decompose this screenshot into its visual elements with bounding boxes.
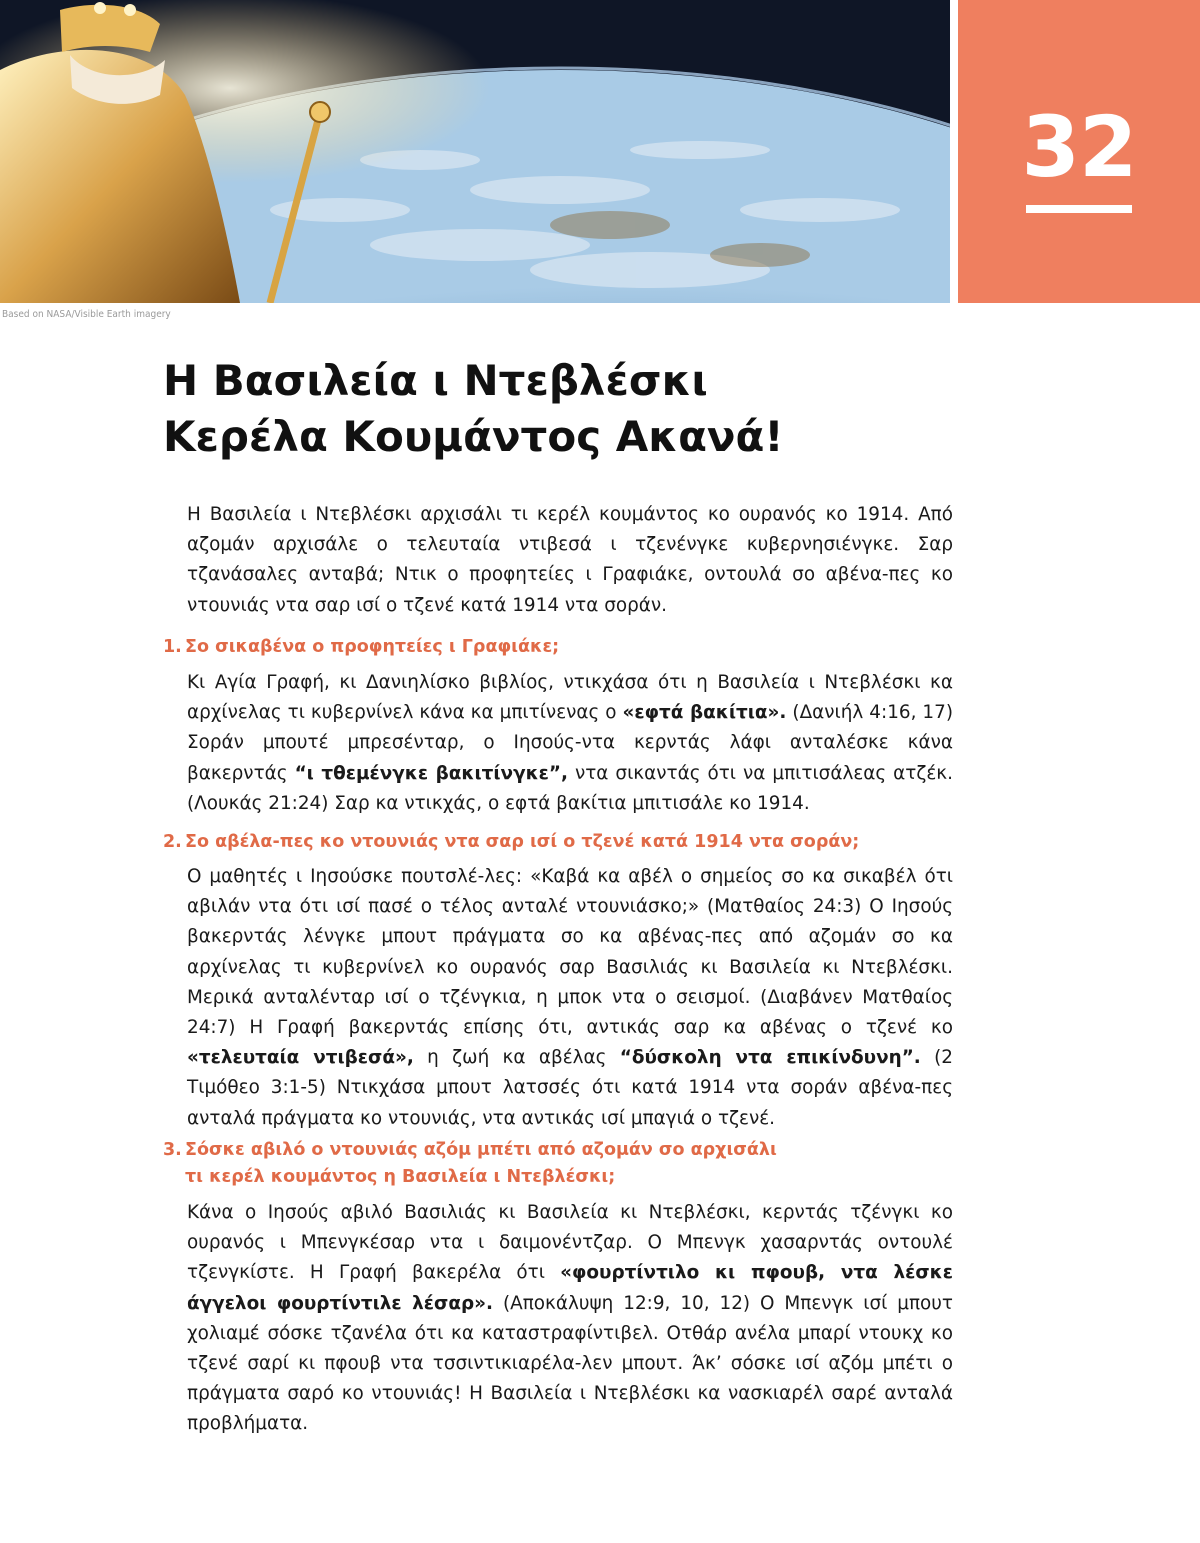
question-2 [163,829,963,856]
answer-1-text-c: ντα σικαντάς ότι να μπιτισάλεας ατζέκ. (Λουκάς 21:24) Σαρ κα ντικχάς, ο εφτά βακίτια μπιτισάλε κο 1914. [187,762,953,814]
answer-2-text-a: Ο μαθητές ι Ιησούσκε πουτσλέ-λες: «Καβά κα αβέλ ο σημείος σο κα σικαβέλ ότι αβιλάν ντα ότι ισί πασέ ο τέλος ανταλέ ντουνιάσκο;» (Ματθαίος 24:3) Ο Ιησούς βακερντάς λένγκε μπουτ πράγματα σο κα αβένας-πες από αζομάν σο κα αρχίνελας τι κυβερνίνελ κο ουρανός σαρ Βασιλιάς κι Βασιλεία κι Ντεβλέσκι. Μερικά ανταλένταρ ισί ο τζένγκια, η μποκ ντα ο σεισμοί. (Διαβάνεν Ματθαίος 24:7) Η Γραφή βακερντάς επίσης ότι, αντικάς σαρ κα αβένας ο τζενέ κο [187,866,953,1039]
image-credit: Based on NASA/Visible Earth imagery [2,309,171,320]
answer-3-emphasis-a: «φουρτίντιλο κι πφουβ, ντα λέσκε άγγελοι φουρτίντιλε λέσαρ». [187,1262,953,1314]
question-3-number: 3. [163,1140,182,1160]
question-3-text-line-2: τι κερέλ κουμάντος η Βασιλεία ι Ντεβλέσκι; [185,1167,616,1187]
answer-1-text-b: (Δανιήλ 4:16, 17) Σοράν μπουτέ μπρεσένταρ, ο Ιησούς-ντα κερντάς λάφι ανταλέσκε κάνα βακερντάς [187,702,953,784]
chapter-number: 32 [1021,98,1137,196]
intro-paragraph: Η Βασιλεία ι Ντεβλέσκι αρχισάλι τι κερέλ κουμάντος κο ουρανός κο 1914. Από αζομάν αρχισάλε ο τελευταία ντιβεσά ι τζενένγκε κυβερνησιένγκε. Σαρ τζανάσαλες ανταβά; Ντικ ο προφητείες ι Γραφιάκε, οντουλά σο αβένα-πες κο ντουνιάς ντα σαρ ισί ο τζενέ κατά 1914 ντα σοράν. [187,504,953,616]
answer-2-emphasis-b: “δύσκολη ντα επικίνδυνη”. [619,1047,921,1069]
chapter-underline [1026,205,1132,213]
answer-2 [187,862,953,1134]
answer-1 [187,668,953,819]
question-2-number: 2. [163,832,182,852]
answer-1-emphasis-b: “ι τθεμένγκε βακιτίνγκε”, [294,762,568,784]
question-1-number: 1. [163,637,182,657]
chapter-badge [958,0,1200,303]
answer-1-emphasis-a: «εφτά βακίτια». [622,702,787,724]
answer-2-text-c: (2 Τιμόθεο 3:1-5) Ντικχάσα μπουτ λατσσές ότι κατά 1914 ντα σοράν αβένα-πες ανταλά πράγματα κο ντουνιάς, ντα αντικάς ισί μπαγιά ο τζενέ. [187,1047,953,1129]
question-2-text: Σο αβέλα-πες κο ντουνιάς ντα σαρ ισί ο τζενέ κατά 1914 ντα σοράν; [185,832,860,852]
answer-3-text-a: Κάνα ο Ιησούς αβιλό Βασιλιάς κι Βασιλεία κι Ντεβλέσκι, κερντάς τζένγκι κο ουρανός ι Μπενγκέσαρ ντα ι δαιμονέντζαρ. Ο Μπενγκ χασαρντάς οντουλέ τζενγκίστε. Η Γραφή βακερέλα ότι [187,1202,953,1284]
question-1-text: Σο σικαβένα ο προφητείες ι Γραφιάκε; [185,637,560,657]
answer-3 [187,1198,953,1440]
answer-2-emphasis-a: «τελευταία ντιβεσά», [187,1047,414,1069]
answer-1-text-a: Κι Αγία Γραφή, κι Δανιηλίσκο βιβλίος, ντικχάσα ότι η Βασιλεία ι Ντεβλέσκι κα αρχίνελας τι κυβερνίνελ κάνα κα μπιτίνενας ο [187,672,953,724]
answer-2-text-b: η ζωή κα αβέλας [413,1047,620,1069]
hero-illustration [0,0,950,303]
answer-3-text-b: (Αποκάλυψη 12:9, 10, 12) Ο Μπενγκ ισί μπουτ χολιαμέ σόσκε τζανέλα ότι κα καταστραφίντιβελ. Οτθάρ ανέλα μπαρί ντουκχ κο τζενέ σαρί κι πφουβ ντα τσσιντικιαρέλα-λεν μπουτ. Άκ’ σόσκε ισί αζόμ μπέτι ο πράγματα σαρό κο ντουνιάς! Η Βασιλεία ι Ντεβλέσκι κα νασκιαρέλ σαρέ ανταλά προβλήματα. [187,1292,954,1435]
question-3 [163,1137,963,1191]
title-line-1: Η Βασιλεία ι Ντεβλέσκι [163,356,708,405]
hero-image [0,0,950,303]
page-title [163,353,1063,465]
question-3-text-line-1: Σόσκε αβιλό ο ντουνιάς αζόμ μπέτι από αζομάν σο αρχισάλι [185,1140,777,1160]
question-1 [163,634,963,661]
title-line-2: Κερέλα Κουμάντος Ακανά! [163,412,784,461]
